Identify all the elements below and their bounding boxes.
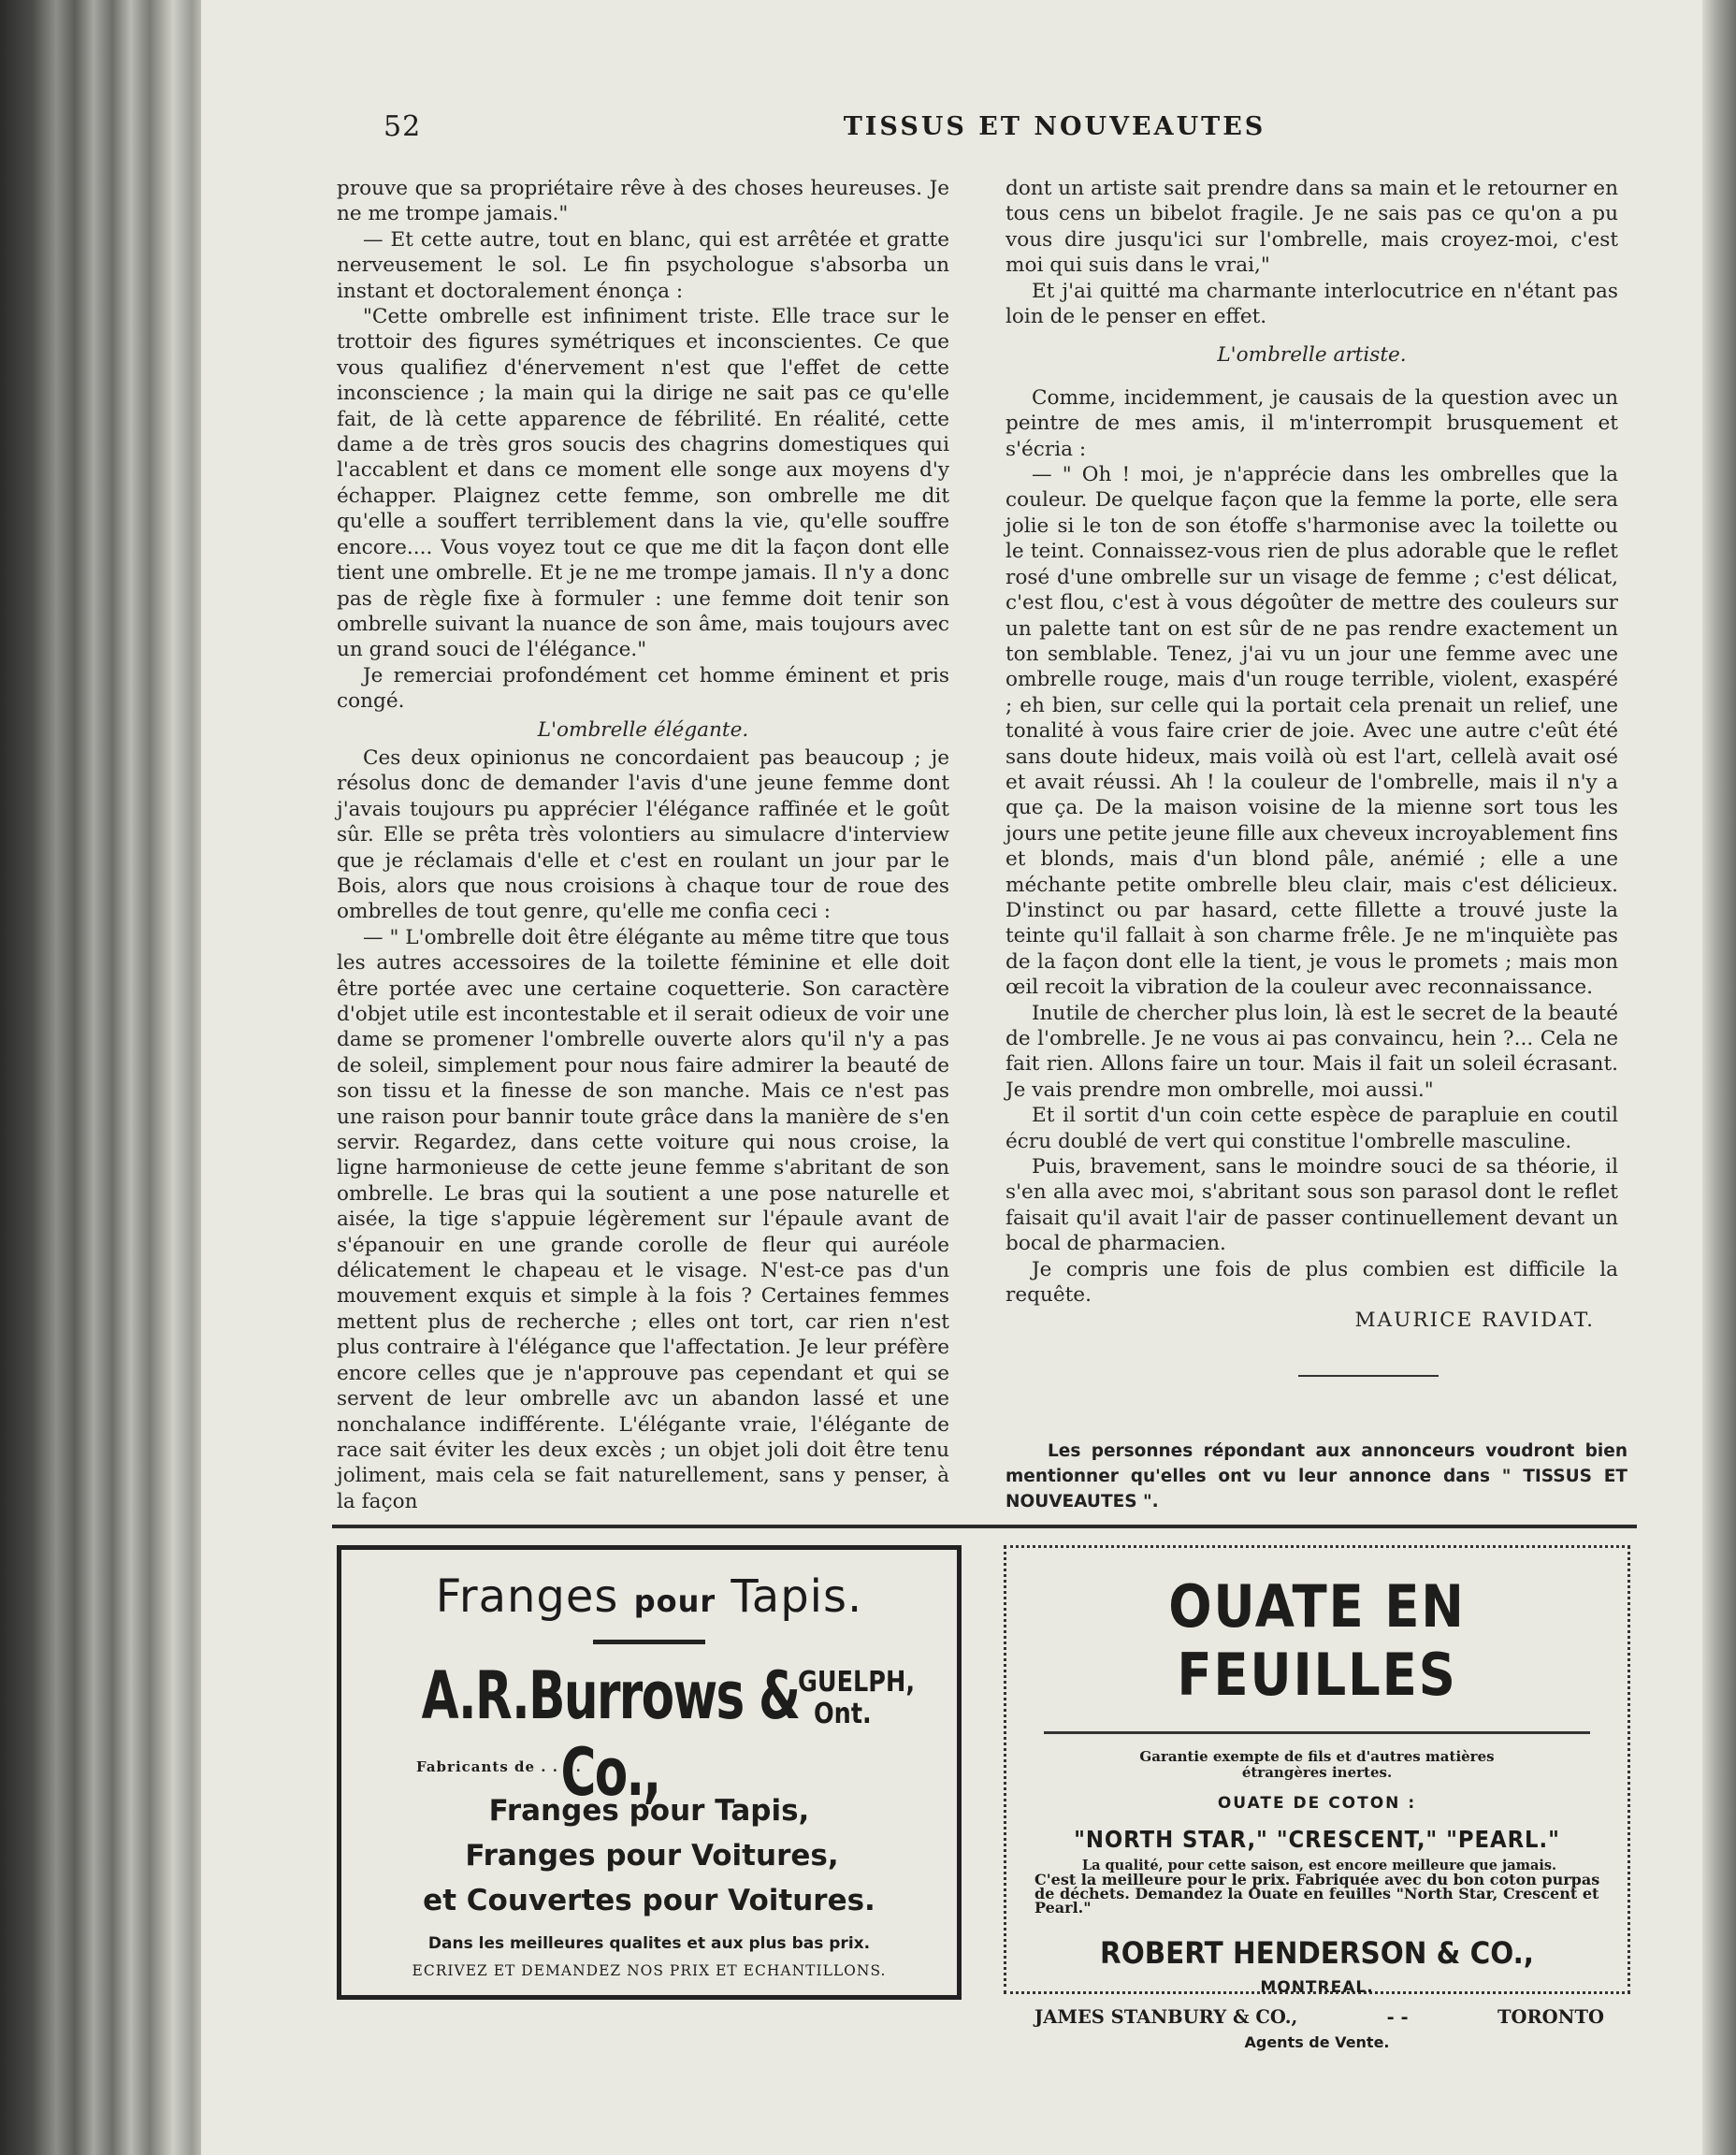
- paragraph: Je remerciai profondément cet homme éminent et pris congé.: [337, 663, 949, 714]
- ad-title-part: Franges: [435, 1570, 634, 1623]
- page-number: 52: [383, 110, 422, 143]
- paragraph: prouve que sa propriétaire rêve à des choses heureuses. Je ne me trompe jamais.": [337, 177, 949, 226]
- ad-rule: [1044, 1731, 1590, 1734]
- province: Ont.: [814, 1698, 872, 1730]
- ad-tagline: Dans les meilleures qualites et aux plus bas prix.: [427, 1934, 871, 1953]
- page-header: [201, 110, 1702, 148]
- advertisement-burrows: [337, 1545, 962, 2000]
- company-name: ROBERT HENDERSON & CO.,: [1100, 1935, 1534, 1971]
- agent-name: JAMES STANBURY & CO.,: [1034, 2006, 1298, 2028]
- ad-subtitle-line: étrangères inertes.: [1241, 1764, 1393, 1781]
- company-city: MONTREAL.: [1260, 1978, 1374, 1997]
- advertiser-notice: Les personnes répondant aux annonceurs voudront bien mentionner qu'elles ont vu leur annonce dans " TISSUS ET NOUVEAUTES ".: [1005, 1441, 1628, 1511]
- brand-names: "NORTH STAR," "CRESCENT," "PEARL.": [1074, 1826, 1560, 1853]
- magazine-page: [201, 0, 1702, 2155]
- ad-subtitle: [1006, 1749, 1628, 1781]
- book-right-edge: [1702, 0, 1736, 2155]
- city: GUELPH,: [798, 1666, 916, 1699]
- ad-description: [1006, 1859, 1628, 1915]
- company-name: A.R.Burrows & Co.,: [421, 1657, 800, 1811]
- ad-rule: [593, 1640, 705, 1644]
- ad-description-line: C'est la meilleure pour le prix. Fabriquée avec du bon coton purpas de déchets. Demandez la Ouate en feuilles "North Star, Crescent et Pearl.": [1034, 1871, 1600, 1916]
- paragraph: "Cette ombrelle est infiniment triste. Elle trace sur le trottoir des figures symétriques et inconscientes. Ce que vous qualifiez d'énervement n'est que l'effet de cette inconscience ; la main qui la dirige ne sait pas ce qu'elle fait, de là cette apparence de fébrilité. En réalité, cette dame a de très gros soucis des chagrins domestiques qui l'accablent et dans ce moment elle songe aux moyens d'y échapper. Plaignez cette femme, son ombrelle me dit qu'elle a souffert terriblement dans la vie, qu'elle souffre encore.... Vous voyez tout ce que me dit la façon dont elle tient une ombrelle. Et je ne me trompe jamais. Il n'y a donc pas de règle fixe à formuler : une femme doit tenir son ombrelle suivant la nuance de son âme, mais toujours avec un grand souci de l'élégance.": [337, 305, 949, 662]
- paragraph: Comme, incidemment, je causais de la question avec un peintre de mes amis, il m'interrompit brusquement et s'écria :: [1005, 385, 1618, 461]
- section-divider: [332, 1525, 1637, 1528]
- ad-title-part: Tapis.: [716, 1570, 863, 1623]
- section-heading: L'ombrelle élégante.: [537, 717, 749, 742]
- paragraph: — " L'ombrelle doit être élégante au même titre que tous les autres accessoires de la toilette féminine et elle doit être portée avec une certaine coquetterie. Son caractère d'objet utile est incontestable et il serait odieux de voir une dame se promener l'ombrelle ouverte alors qu'il n'y a pas de soleil, simplement pour nous faire admirer la beauté de son tissu et la finesse de son manche. Mais ce n'est pas une raison pour bannir toute grâce dans la manière de s'en servir. Regardez, dans cette voiture qui nous croise, la ligne harmonieuse de cette jeune femme s'abritant de son ombrelle. Le bras qui la soutient a une pose naturelle et aisée, la tige s'appuie légèrement sur l'épaule avant de s'épanouir en une grande corolle de fleur qui auréole délicatement le chapeau et le visage. N'est-ce pas d'un mouvement exquis et simple à la fois ? Certaines femmes mettent plus de recherche ; elles ont tort, car rien n'est plus contraire à l'élégance que l'affectation. Je leur préfère encore celles que je n'approuve pas cependant et qui se servent de leur ombrelle avc un abandon lassé et une nonchalance indifférente. L'élégante vraie, l'élégante de race sait éviter les deux excès ; un objet joli doit être tenu joliment, mais cela se fait naturellement, sans y penser, à la façon: [337, 925, 949, 1513]
- section-heading: L'ombrelle artiste.: [1217, 343, 1407, 368]
- ad-subtitle-line: Garantie exempte de fils et d'autres matières: [1139, 1748, 1495, 1765]
- paragraph: Inutile de chercher plus loin, là est le secret de la beauté de l'ombrelle. Je ne vous ai pas convaincu, hein ?... Cela ne fait rien. Allons faire un tour. Mais il fait un soleil écrasant. Je vais prendre mon ombrelle, moi aussi.": [1005, 1001, 1618, 1102]
- paragraph: Je compris une fois de plus combien est difficile la requête.: [1005, 1257, 1618, 1308]
- agent-city: TORONTO: [1497, 2006, 1604, 2028]
- agents-label: Agents de Vente.: [1244, 2033, 1390, 2051]
- product-item: Franges pour Voitures,: [465, 1839, 839, 1873]
- ad-description-line: La qualité, pour cette saison, est encore meilleure que jamais.: [1081, 1858, 1557, 1873]
- signature-rule: [1298, 1375, 1439, 1377]
- paragraph: — Et cette autre, tout en blanc, qui est arrêtée et gratte nerveusement le sol. Le fin psychologue s'absorba un instant et doctoralement énonça :: [337, 227, 949, 303]
- fabricants-label: Fabricants de . . . .: [416, 1758, 582, 1775]
- ad-title: OUATE EN FEUILLES: [1168, 1572, 1466, 1709]
- author-signature: MAURICE RAVIDAT.: [1354, 1309, 1595, 1333]
- product-item: Franges pour Tapis,: [488, 1794, 810, 1828]
- book-page-edges: [0, 0, 201, 2155]
- paragraph: dont un artiste sait prendre dans sa main et le retourner en tous cens un bibelot fragile. Je ne sais pas ce qu'on a pu vous dire jusqu'ici sur l'ombrelle, mais croyez-moi, c'est moi qui suis dans le vrai,": [1005, 177, 1618, 278]
- ad-title: [341, 1570, 957, 1623]
- product-item: et Couvertes pour Voitures.: [423, 1884, 875, 1917]
- company-location: [798, 1667, 915, 1730]
- paragraph: Ces deux opinionus ne concordaient pas beaucoup ; je résolus donc de demander l'avis d'une jeune femme dont j'avais toujours pu apprécier l'élégance raffinée et le goût sûr. Elle se prêta très volontiers au simulacre d'interview que je réclamais d'elle et c'est en roulant un jour par le Bois, alors que nous croisions à chaque tour de roue des ombrelles de tout genre, qu'elle me confia ceci :: [337, 745, 949, 924]
- paragraph: Et j'ai quitté ma charmante interlocutrice en n'étant pas loin de le penser en effet.: [1005, 279, 1618, 329]
- agent-dash: - -: [1386, 2006, 1409, 2028]
- paragraph: Et il sortit d'un coin cette espèce de parapluie en coutil écru doublé de vert qui constitue l'ombrelle masculine.: [1005, 1104, 1618, 1153]
- advertisement-ouate: [1004, 1545, 1630, 2051]
- paragraph: — " Oh ! moi, je n'apprécie dans les ombrelles que la couleur. De quelque façon que la femme la porte, elle sera jolie si le ton de son étoffe s'harmonise avec la toilette ou le teint. Connaissez-vous rien de plus adorable que le reflet rosé d'une ombrelle sur un visage de femme ; c'est délicat, c'est flou, c'est à vous dégoûter de mettre des couleurs sur un palette tant on est sûr de ne pas rendre exactement un ton semblable. Tenez, j'ai vu un jour une femme avec une ombrelle rouge, mais d'un rouge terrible, violent, exaspéré ; eh bien, sur celle qui la portait cela prenait un relief, une tonalité à vous faire crier de joie. Avec une autre c'eût été sans doute hideux, mais voilà où est l'art, cellelà avait osé et avait réussi. Ah ! la couleur de l'ombrelle, mais il n'y a que ça. De la maison voisine de la mienne sort tous les jours une petite jeune fille aux cheveux incroyablement fins et blonds, mais d'un blond pâle, anémié ; elle a une méchante petite ombrelle bleu clair, mais c'est délicieux. D'instinct ou par hasard, cette fillette a trouvé juste la teinte qu'il fallait à son charme frêle. Je ne m'inquiète pas de la façon dont elle la tient, je vous le promets ; mais mon œil recoit la vibration de la couleur avec reconnaissance.: [1005, 463, 1618, 1000]
- ad-call-to-action: ECRIVEZ ET DEMANDEZ NOS PRIX ET ECHANTILLONS.: [412, 1962, 887, 1979]
- right-column: [1005, 176, 1618, 1377]
- running-title: TISSUS ET NOUVEAUTES: [843, 112, 1266, 141]
- left-column: [337, 176, 949, 1514]
- paragraph: Puis, bravement, sans le moindre souci de sa théorie, il s'en alla avec moi, s'abritant sous son parasol dont le reflet faisait qu'il avait l'air de passer continuellement devant un bocal de pharmacien.: [1005, 1155, 1618, 1256]
- agent-row: [1006, 2006, 1628, 2028]
- product-label: OUATE DE COTON :: [1217, 1794, 1417, 1813]
- ad-title-part: pour: [633, 1584, 716, 1619]
